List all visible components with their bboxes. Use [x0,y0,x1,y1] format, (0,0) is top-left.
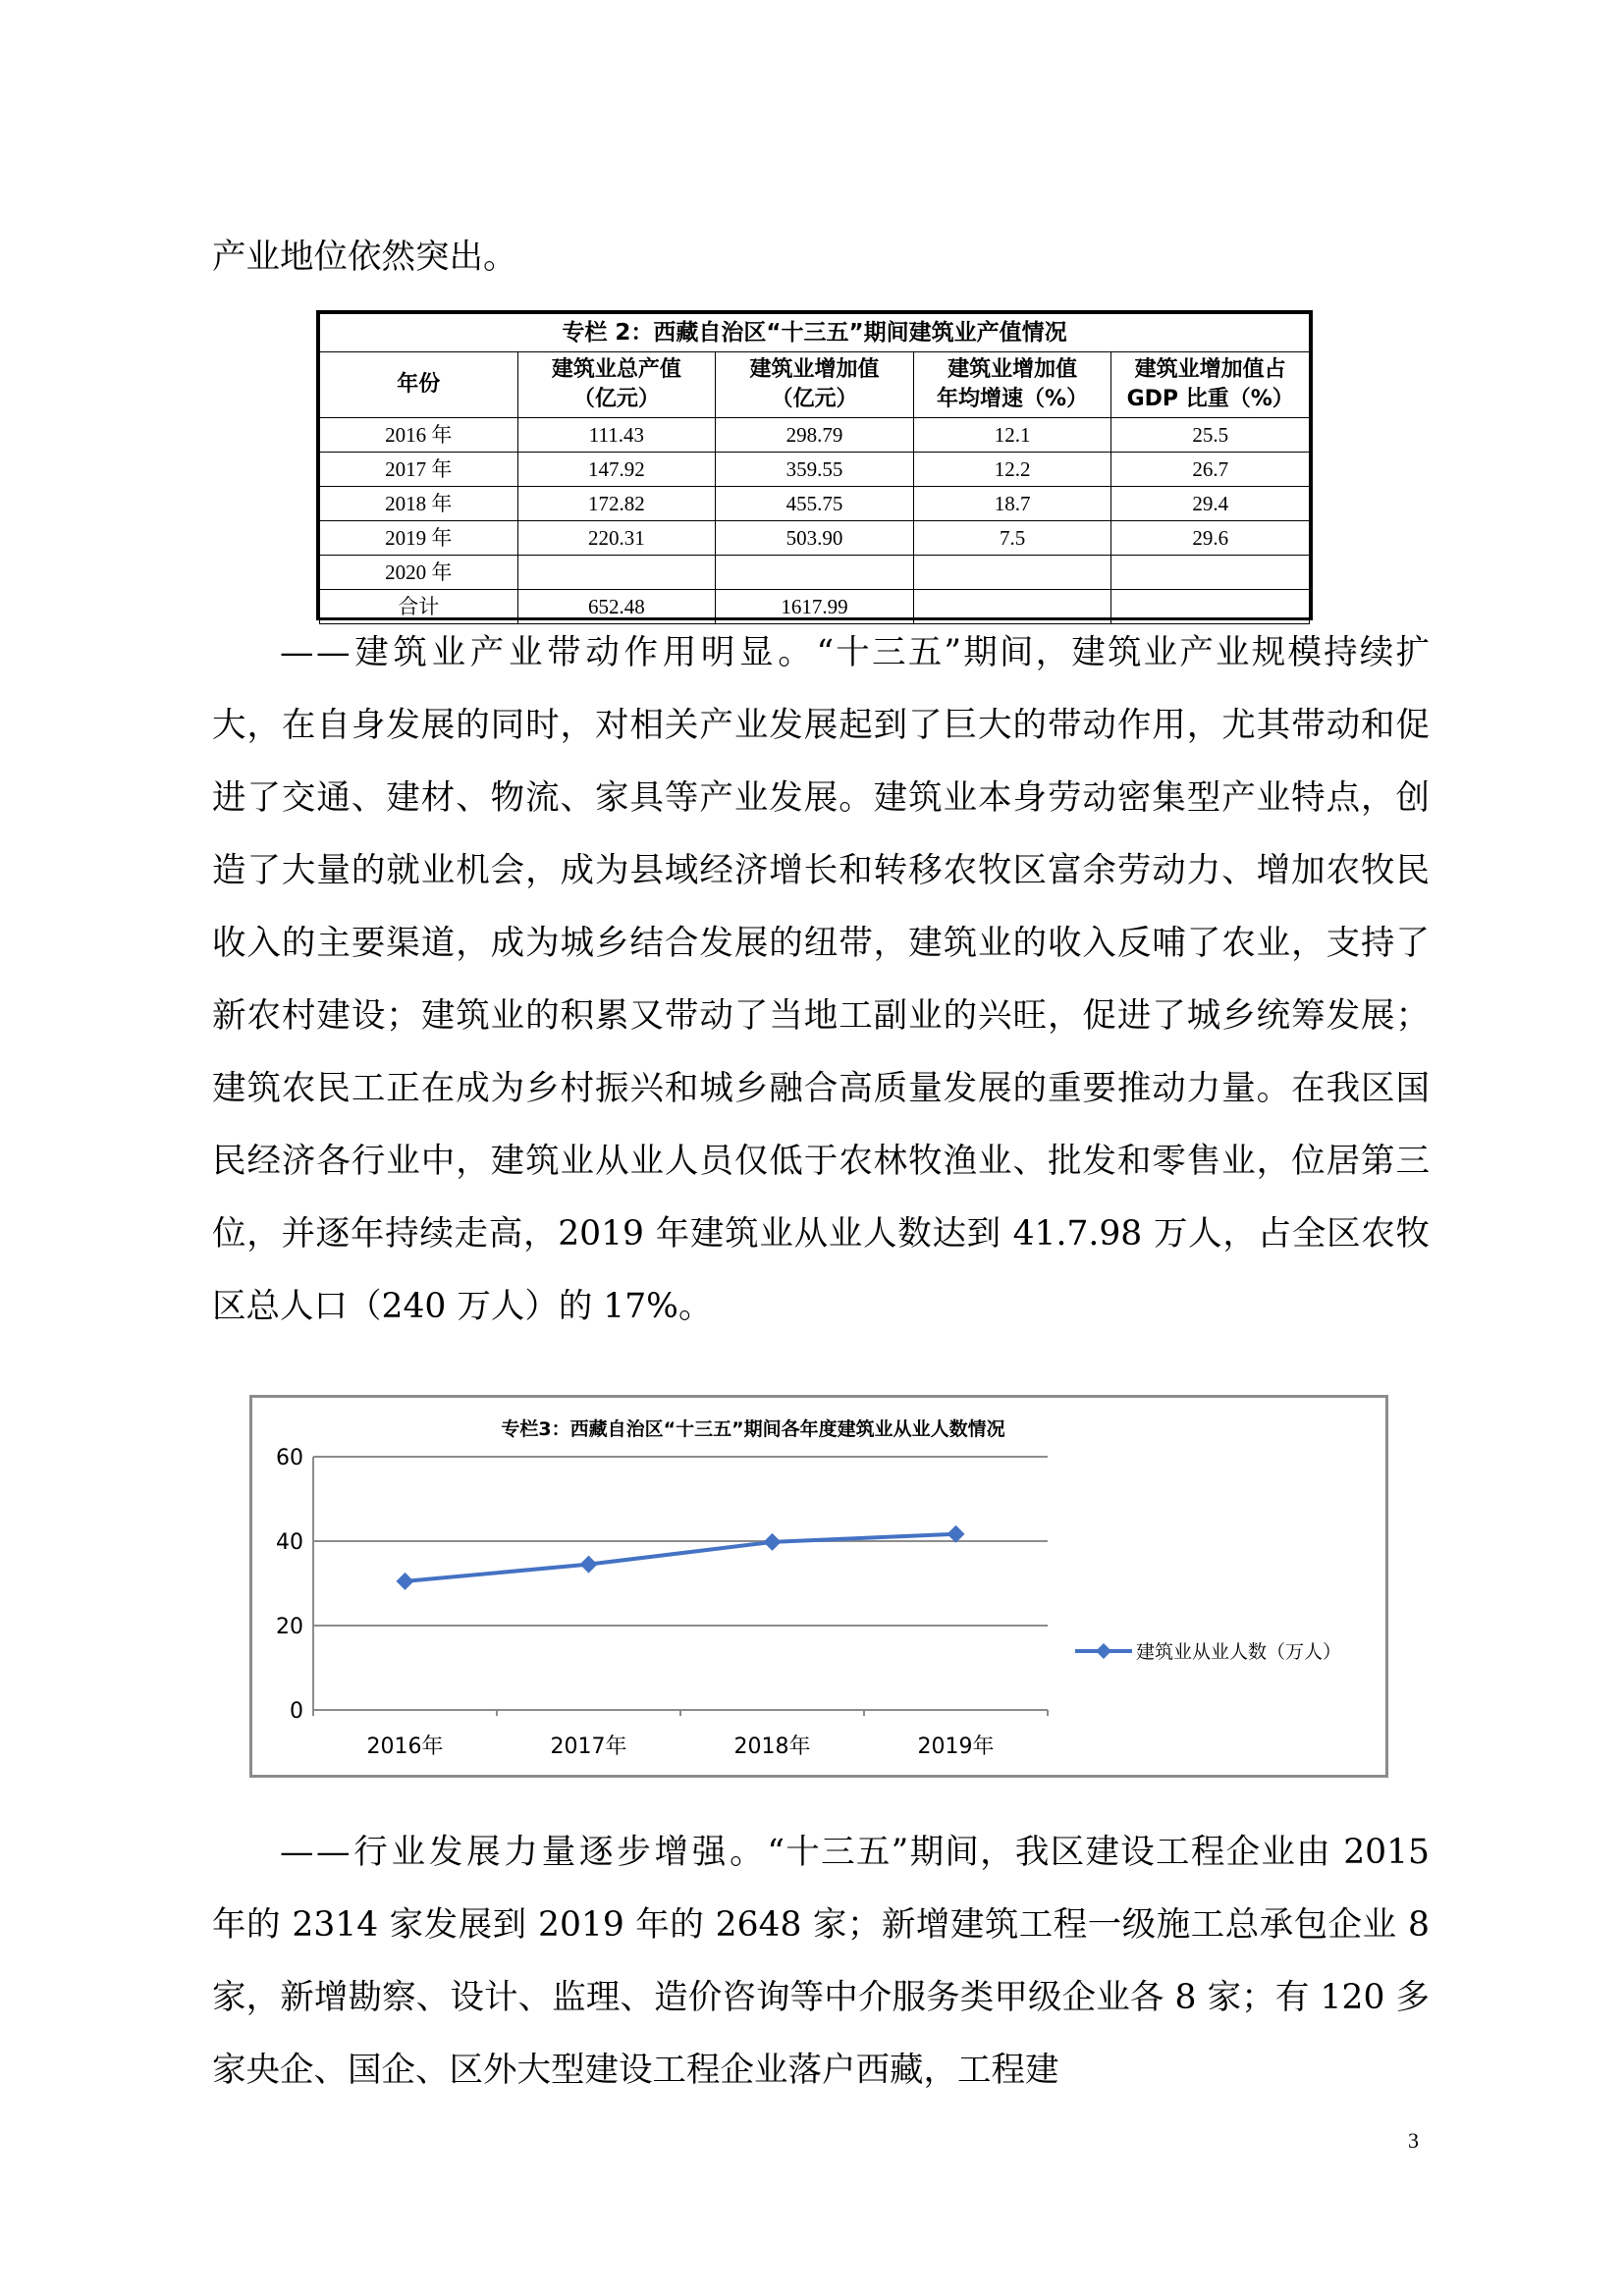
header-growth-rate: 建筑业增加值 年均增速（%） [913,352,1111,418]
table-row [320,487,1310,521]
cell-total-output [517,556,716,590]
paragraph-body: “十三五”期间，建筑业产业规模持续扩大，在自身发展的同时，对相关产业发展起到了巨大的带动作用，尤其带动和促进了交通、建材、物流、家具等产业发展。建筑业本身劳动密集型产业特点，创造了大量的就业机会，成为县域经济增长和转移农牧区富余劳动力、增加农牧民收入的主要渠道，成为城乡结合发展的纽带，建筑业的收入反哺了农业，支持了新农村建设；建筑业的积累又带动了当地工副业的兴旺，促进了城乡统筹发展；建筑农民工正在成为乡村振兴和城乡融合高质量发展的重要推动力量。在我区国民经济各行业中，建筑业从业人员仅低于农林牧渔业、批发和零售业，位居第三位，并逐年持续走高，2019 年建筑业从业人数达到 41.7.98 万人，占全区农牧区总人口（240 万人）的 17%。 [212,633,1430,1326]
cell-added-value: 359.55 [716,453,914,487]
cell-total-output: 111.43 [517,418,716,453]
x-tick-label: 2018年 [733,1735,811,1759]
cell-year: 2019 年 [320,521,518,556]
output-value-table [316,310,1313,620]
data-point-marker [580,1556,598,1574]
cell-growth-rate [913,556,1111,590]
cell-added-value: 1617.99 [716,590,914,624]
table-row [320,556,1310,590]
cell-growth-rate: 12.1 [913,418,1111,453]
cell-gdp-share: 29.6 [1111,521,1310,556]
paragraph-heading: ——行业发展力量逐步增强。 [280,1833,768,1872]
header-added-value: 建筑业增加值 （亿元） [716,352,914,418]
page-number: 3 [1408,2128,1419,2153]
cell-year: 2018 年 [320,487,518,521]
cell-year: 2017 年 [320,453,518,487]
data-point-marker [397,1573,414,1590]
y-tick-label: 20 [276,1615,303,1639]
cell-total-label: 合计 [320,590,518,624]
cell-gdp-share: 25.5 [1111,418,1310,453]
cell-total-output: 147.92 [517,453,716,487]
cell-growth-rate: 18.7 [913,487,1111,521]
cell-total-output: 220.31 [517,521,716,556]
table-row [320,521,1310,556]
x-tick-label: 2017年 [550,1735,627,1759]
cell-year: 2020 年 [320,556,518,590]
cell-added-value: 503.90 [716,521,914,556]
cell-added-value [716,556,914,590]
x-tick-label: 2016年 [366,1735,444,1759]
cell-total-output: 652.48 [517,590,716,624]
paragraph-industry-driving [212,616,1430,1343]
paragraph-industry-strength [212,1816,1430,2107]
y-tick-label: 40 [276,1530,303,1555]
cell-gdp-share: 29.4 [1111,487,1310,521]
paragraph-heading: ——建筑业产业带动作用明显。 [280,633,817,672]
y-tick-label: 60 [276,1446,303,1470]
y-tick-label: 0 [290,1699,303,1724]
x-tick-label: 2019年 [917,1735,995,1759]
employment-line-chart [249,1395,1388,1778]
cell-gdp-share [1111,556,1310,590]
cell-gdp-share: 26.7 [1111,453,1310,487]
chart-title: 专栏3：西藏自治区“十三五”期间各年度建筑业从业人数情况 [501,1418,1005,1440]
cell-added-value: 298.79 [716,418,914,453]
data-point-marker [764,1533,782,1551]
legend-label: 建筑业从业人数（万人） [1136,1641,1342,1663]
table-row [320,453,1310,487]
paragraph-body: “十三五”期间，我区建设工程企业由 2015 年的 2314 家发展到 2019 年的 2648 家；新增建筑工程一级施工总承包企业 8 家，新增勘察、设计、监理、造价咨询等中介服务类甲级企业各 8 家；有 120 多家央企、国企、区外大型建设工程企业落户西藏，工程建 [212,1833,1431,2090]
cell-year: 2016 年 [320,418,518,453]
lead-text: 产业地位依然突出。 [212,238,517,277]
data-point-marker [947,1525,965,1543]
header-gdp-share: 建筑业增加值占 GDP 比重（%） [1111,352,1310,418]
header-year: 年份 [320,352,518,418]
chart-canvas [252,1398,1385,1775]
header-total-output: 建筑业总产值 （亿元） [517,352,716,418]
table-caption: 专栏 2：西藏自治区“十三五”期间建筑业产值情况 [320,314,1310,352]
cell-total-output: 172.82 [517,487,716,521]
cell-growth-rate: 12.2 [913,453,1111,487]
legend-marker [1096,1643,1111,1659]
cell-growth-rate: 7.5 [913,521,1111,556]
table-row [320,418,1310,453]
cell-added-value: 455.75 [716,487,914,521]
